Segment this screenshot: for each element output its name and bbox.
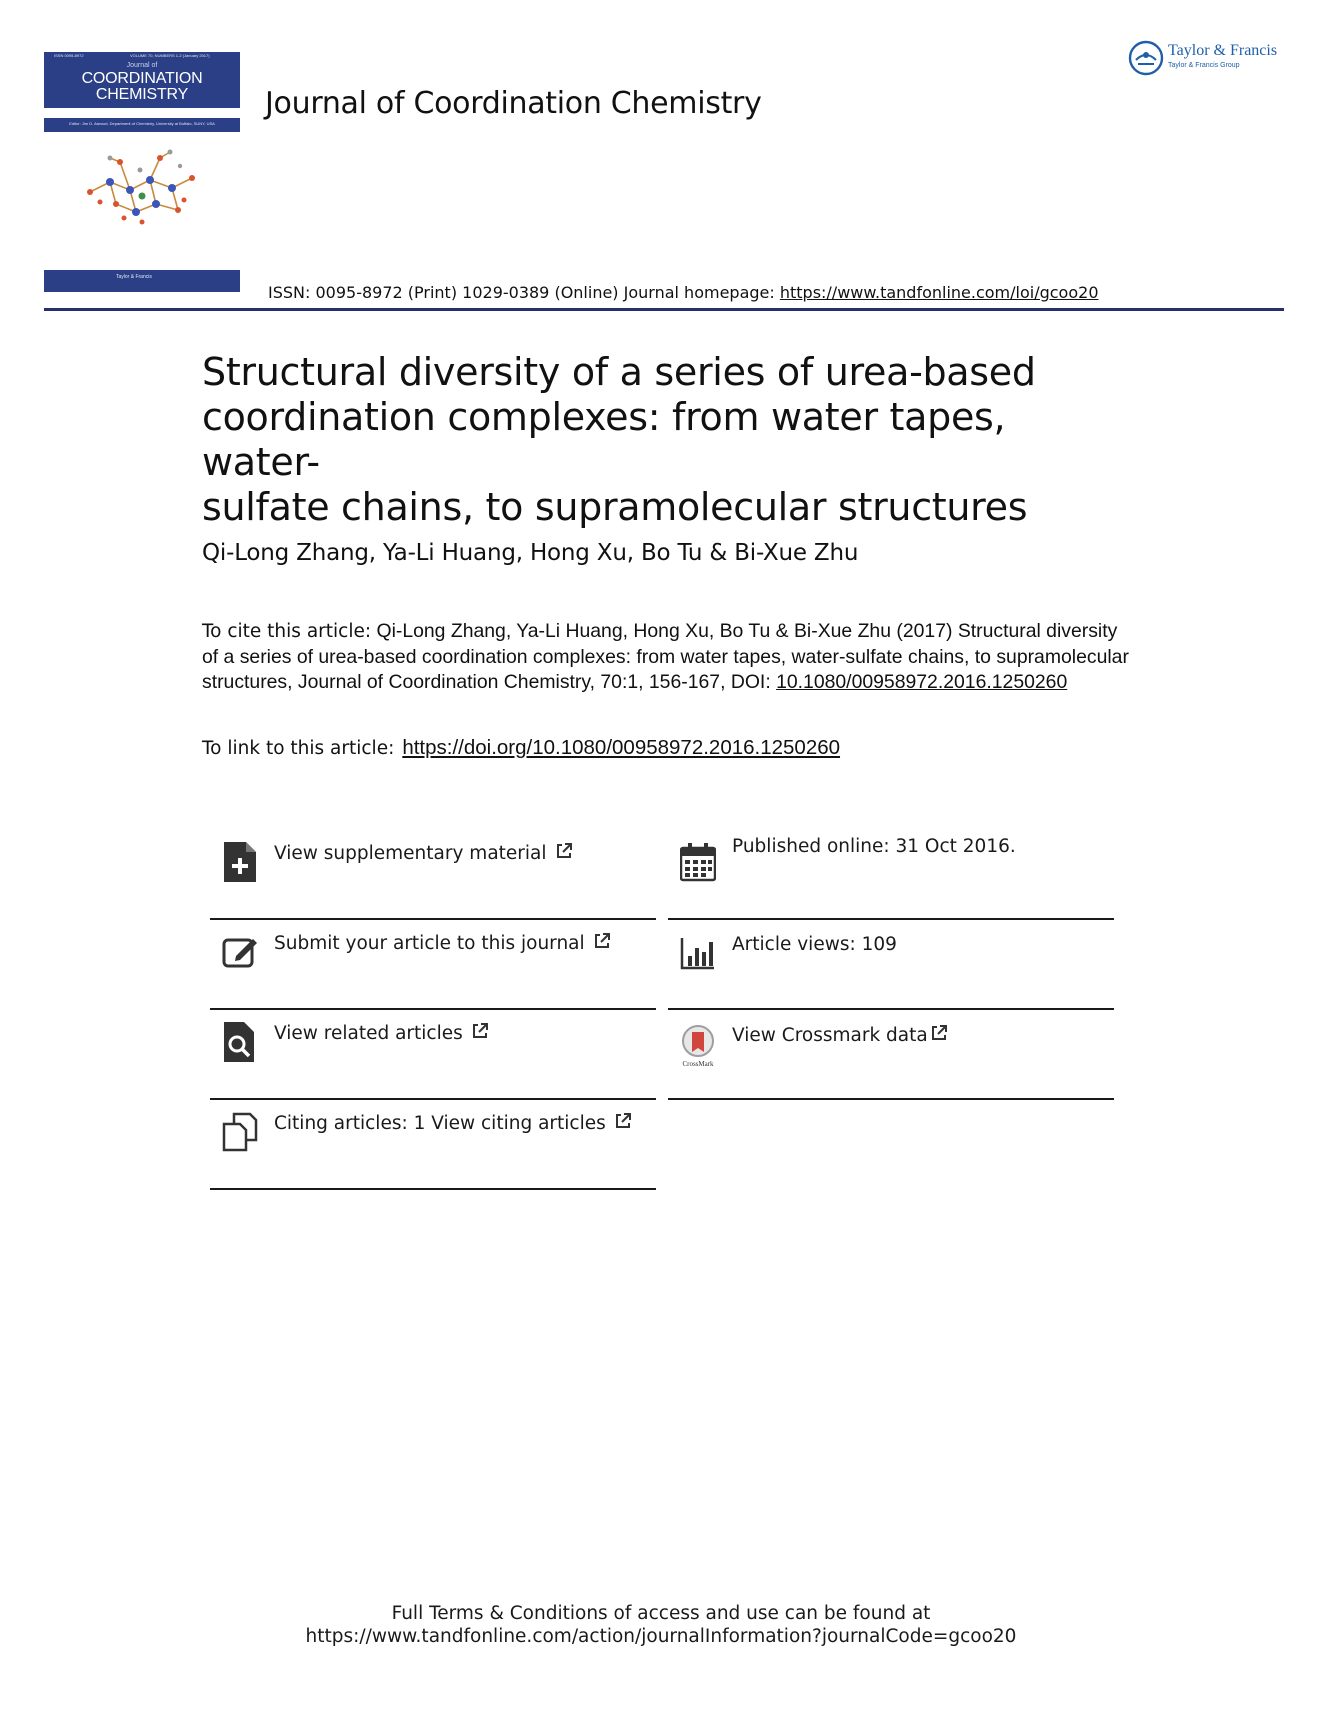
citation-label: To cite this article: (202, 621, 372, 642)
cover-volume: VOLUME 70, NUMBERS 1-2 (January 2017) (130, 53, 210, 58)
cover-editor: Editor: Jim D. Atwood, Department of Chemistry, University at Buffalo, SUNY, USA (69, 121, 215, 126)
cover-title-line1: COORDINATION (81, 70, 203, 87)
cover-journal-of: Journal of (126, 62, 158, 69)
header-divider (44, 308, 1284, 311)
published-online-label: Published online: 31 Oct 2016. (732, 836, 1016, 857)
article-views-label: Article views: 109 (732, 934, 897, 955)
footer-terms-text: Full Terms & Conditions of access and use can be found at (391, 1603, 931, 1624)
article-views-info (668, 934, 1114, 1024)
cover-editor-band (44, 118, 240, 132)
article-title (202, 350, 1122, 530)
search-document-icon (222, 1022, 258, 1062)
edit-icon (222, 932, 258, 972)
journal-title: Journal of Coordination Chemistry (265, 86, 762, 121)
add-file-icon (222, 842, 258, 882)
cover-issn: ISSN 0095-8972 (54, 53, 84, 58)
bar-chart-icon (680, 934, 716, 974)
crossmark-icon (678, 1024, 718, 1068)
divider (668, 918, 1114, 920)
citing-articles-label: Citing articles: 1 View citing articles (274, 1112, 632, 1134)
view-crossmark-data[interactable] (668, 1024, 1114, 1114)
publisher-group: Taylor & Francis Group (1168, 62, 1240, 69)
citation-doi-link[interactable]: 10.1080/00958972.2016.1250260 (776, 671, 1068, 694)
issn-text: ISSN: 0095-8972 (Print) 1029-0389 (Online) Journal homepage: (268, 283, 780, 302)
cover-publisher: Taylor & Francis (116, 274, 152, 280)
publisher-logo[interactable] (1128, 38, 1288, 78)
citation-text: Qi-Long Zhang, Ya-Li Huang, Hong Xu, Bo Tu & Bi-Xue Zhu (2017) Structural diversity of a series of urea-based coordination complexes: from water tapes, water-sulfate chains, to supramolecular structures, Journal of Coordination Chemistry, 70:1, 156-167, DOI: (202, 620, 1129, 694)
submit-article-label: Submit your article to this journal (274, 932, 611, 954)
footer-terms-link[interactable]: https://www.tandfonline.com/action/journalInformation?journalCode=gcoo20 (305, 1626, 1017, 1647)
article-authors: Qi-Long Zhang, Ya-Li Huang, Hong Xu, Bo Tu & Bi-Xue Zhu (202, 540, 859, 566)
article-doi-url[interactable]: https://doi.org/10.1080/00958972.2016.1250260 (402, 736, 841, 759)
cover-publisher-band (44, 270, 240, 292)
article-link-line (202, 736, 840, 760)
citation-block (202, 619, 1132, 696)
crossmark-logo-text: CrossMark (682, 1060, 714, 1068)
molecule-illustration (80, 142, 204, 228)
copy-documents-icon (222, 1112, 258, 1152)
journal-homepage-link[interactable]: https://www.tandfonline.com/loi/gcoo20 (779, 283, 1099, 302)
calendar-icon (680, 842, 716, 882)
cover-title-line2: CHEMISTRY (95, 86, 189, 103)
article-title-line: sulfate chains, to supramolecular structures (202, 485, 1028, 529)
external-link-icon (593, 932, 611, 950)
article-title-line: Structural diversity of a series of urea-based (202, 350, 1036, 394)
divider (668, 1008, 1114, 1010)
supplementary-label: View supplementary material (274, 842, 573, 864)
external-link-icon (614, 1112, 632, 1130)
publisher-name: Taylor & Francis (1168, 42, 1278, 59)
divider (668, 1098, 1114, 1100)
cover-title-band (44, 52, 240, 108)
publisher-logo-icon (1128, 40, 1164, 76)
cover-title (44, 71, 240, 103)
footer (0, 1602, 1322, 1648)
external-link-icon (930, 1024, 948, 1042)
crossmark-label: View Crossmark data (732, 1024, 948, 1046)
divider (210, 918, 656, 920)
article-title-line: coordination complexes: from water tapes, water- (202, 395, 1006, 484)
external-link-icon (555, 842, 573, 860)
divider (210, 1008, 656, 1010)
divider (210, 1188, 656, 1190)
article-link-label: To link to this article: (202, 738, 395, 759)
journal-cover-image (44, 52, 240, 292)
issn-line (268, 283, 1099, 302)
related-articles-label: View related articles (274, 1022, 489, 1044)
divider (210, 1098, 656, 1100)
external-link-icon (471, 1022, 489, 1040)
